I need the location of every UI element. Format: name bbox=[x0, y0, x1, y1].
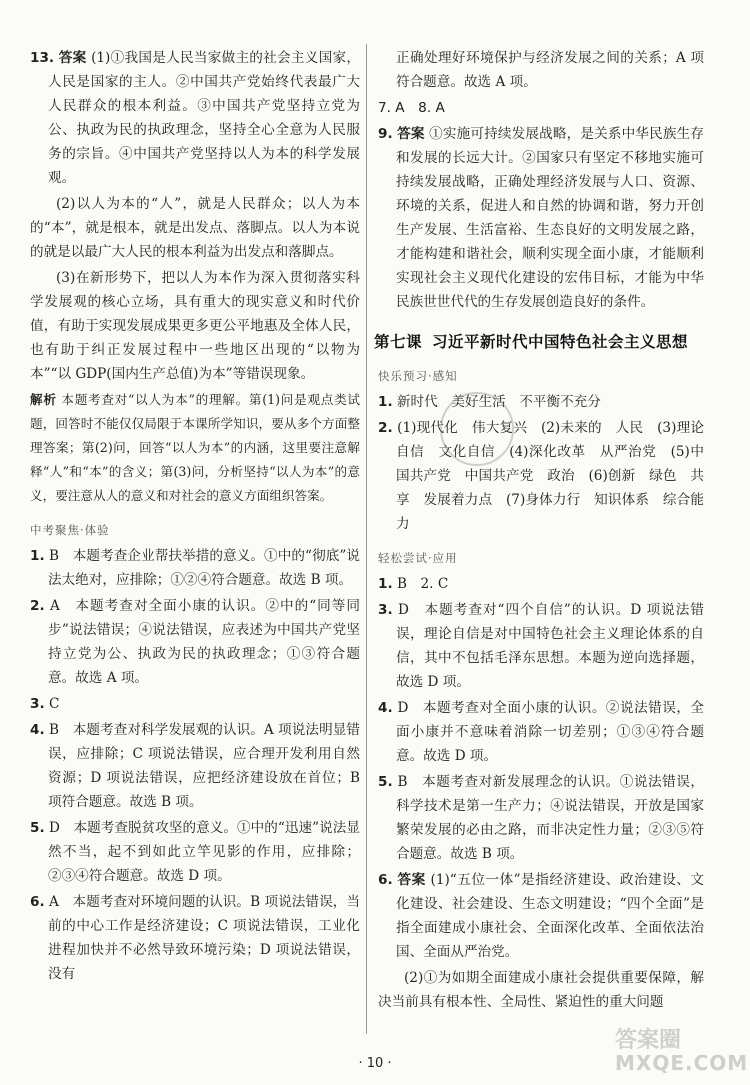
left-column bbox=[30, 46, 360, 988]
item-number: 5. bbox=[30, 820, 45, 836]
item-number: 1. bbox=[30, 548, 45, 564]
item-number: 3. bbox=[378, 602, 393, 618]
section-heading-zhongkao: 中考聚焦·体验 bbox=[30, 523, 110, 537]
question-number: 6. bbox=[378, 872, 393, 888]
answer-label: 答案 bbox=[397, 126, 425, 142]
list-item bbox=[30, 890, 360, 986]
list-item bbox=[30, 692, 360, 716]
item-text: D 本题考查对全面小康的认识。②说法错误，全面小康并不意味着消除一切差别；①③④符合题意。故选 D 项。 bbox=[396, 700, 704, 764]
list-item bbox=[378, 598, 704, 694]
answer-13 bbox=[30, 46, 360, 190]
answer-13-part3: (3)在新形势下，把以人为本作为深入贯彻落实科学发展观的核心立场，具有重大的现实意义和时代价值，有助于实现发展成果更多更公平地惠及全体人民，也有助于纠正发展过程中一些地区出现的“以物为本”“以 GDP(国内生产总值)为本”等错误现象。 bbox=[30, 270, 360, 382]
item-number: 2. bbox=[30, 598, 45, 614]
item-text: D 本题考查脱贫攻坚的意义。①中的“迅速”说法显然不当，起不到如此立竿见影的作用，应排除；②③④符合题意。故选 D 项。 bbox=[48, 820, 360, 884]
item-text: B 2. C bbox=[396, 576, 449, 592]
item-text: A 本题考查对全面小康的认识。②中的“同等同步”说法错误；④说法错误，应表述为中国共产党坚持立党为公、执政为民的执政理念；①③符合题意。故选 A 项。 bbox=[48, 598, 360, 686]
item-text: 新时代 美好生活 不平衡不充分 bbox=[396, 394, 601, 410]
item-text: C bbox=[48, 696, 60, 712]
page-number: · 10 · bbox=[358, 1056, 392, 1071]
list-item bbox=[30, 594, 360, 690]
lesson-number: 第七课 bbox=[374, 333, 423, 351]
question-number: 9. bbox=[378, 126, 393, 142]
watermark-line1: 答案圈 bbox=[615, 1028, 682, 1053]
answer-6 bbox=[378, 868, 704, 964]
watermark-line2: MXQE.COM bbox=[615, 1051, 749, 1075]
item-number: 6. bbox=[30, 894, 45, 910]
item-text: B 本题考查对新发展理念的认识。①说法错误，科学技术是第一生产力；④说法错误，开放是国家繁荣发展的必由之路，而非决定性力量；②③⑤符合题意。故选 B 项。 bbox=[396, 774, 704, 862]
list-item bbox=[378, 416, 704, 536]
item-text: A 本题考查对环境问题的认识。B 项说法错误，当前的中心工作是经济建设；C 项说法错误，工业化进程加快并不必然导致环境污染；D 项说法错误，没有 bbox=[48, 894, 360, 982]
question-number: 13. bbox=[30, 50, 55, 66]
section-heading-try: 轻松尝试·应用 bbox=[378, 551, 458, 565]
list-item bbox=[30, 544, 360, 592]
answer-6-part2: (2)①为如期全面建成小康社会提供重要保障，解决当前具有根本性、全局性、紧迫性的重大问题 bbox=[378, 970, 704, 1010]
item-number: 4. bbox=[378, 700, 393, 716]
answer-label: 答案 bbox=[397, 872, 426, 888]
list-item bbox=[378, 770, 704, 866]
list-item bbox=[378, 696, 704, 768]
answer-text: (1)①我国是人民当家做主的社会主义国家，人民是国家的主人。②中国共产党始终代表最广大人民群众的根本利益。③中国共产党坚持立党为公、执政为民的执政理念，坚持全心全意为人民服务的宗旨。④中国共产党坚持以人为本的科学发展观。 bbox=[48, 50, 361, 186]
lesson-title bbox=[374, 330, 704, 354]
right-column bbox=[374, 46, 705, 1016]
item-text: B 本题考查企业帮扶举措的意义。①中的“彻底”说法太绝对，应排除；①②④符合题意。故选 B 项。 bbox=[48, 548, 361, 588]
analysis-text: 本题考查对“以人为本”的理解。第(1)问是观点类试题，回答时不能仅仅局限于本课所学知识，要从多个方面整理答案；第(2)问，回答“以人为本”的内涵，这里要注意解释“人”和“本”的含义；第(3)问，分析坚持“以人为本”的意义，要注意从人的意义和对社会的意义方面组织答案。 bbox=[30, 392, 361, 503]
list-item bbox=[30, 816, 360, 888]
answer-text: ①实施可持续发展战略，是关系中华民族生存和发展的长远大计。②国家只有坚定不移地实施可持续发展战略，正确处理经济发展与人口、资源、环境的关系，促进人和自然的协调和谐，努力开创生产发展、生活富裕、生态良好的文明发展之路，才能构建和谐社会，顺利实现全面小康，才能顺利实现社会主义现代化建设的宏伟目标，才能为中华民族世世代代的生存发展创造良好的条件。 bbox=[396, 126, 705, 310]
list-item bbox=[30, 718, 360, 814]
watermark-logo bbox=[615, 1030, 748, 1074]
item-number: 5. bbox=[378, 774, 393, 790]
item-text: (1)现代化 伟大复兴 (2)未来的 人民 (3)理论自信 文化自信 (4)深化改革 从严治党 (5)中国共产党 中国共产党 政治 (6)创新 绿色 共享 发展着力点 (7)身体力行 知识体系 综合能力 bbox=[396, 420, 704, 532]
section-heading-preview: 快乐预习·感知 bbox=[378, 369, 458, 383]
item-text: B 本题考查对科学发展观的认识。A 项说法明显错误，应排除；C 项说法错误，应合理开发利用自然资源；D 项说法错误，应把经济建设放在首位；B 项符合题意。故选 B 项。 bbox=[48, 722, 360, 810]
analysis-13 bbox=[30, 388, 360, 508]
list-item bbox=[378, 572, 704, 596]
item-number: 3. bbox=[30, 696, 45, 712]
item-number: 2. bbox=[378, 420, 393, 436]
item-number: 4. bbox=[30, 722, 45, 738]
answer-9 bbox=[378, 122, 704, 314]
lesson-name: 习近平新时代中国特色社会主义思想 bbox=[432, 333, 689, 351]
column-divider bbox=[366, 44, 367, 1034]
list-item bbox=[378, 390, 704, 414]
answer-text: (1)“五位一体”是指经济建设、政治建设、文化建设、社会建设、生态文明建设；“四个全面”是指全面建成小康社会、全面深化改革、全面依法治国、全面从严治党。 bbox=[396, 872, 705, 960]
item-number: 1. bbox=[378, 576, 393, 592]
item-number: 1. bbox=[378, 394, 393, 410]
stamp-mark bbox=[440, 392, 514, 466]
continued-answer: 正确处理好环境保护与经济发展之间的关系；A 项符合题意。故选 A 项。 bbox=[396, 50, 704, 90]
answer-label: 答案 bbox=[58, 50, 87, 66]
analysis-label: 解析 bbox=[30, 392, 57, 407]
answers-7-8: 7. A 8. A bbox=[378, 100, 445, 116]
item-text: D 本题考查对“四个自信”的认识。D 项说法错误，理论自信是对中国特色社会主义理论体系的自信，其中不包括毛泽东思想。本题为逆向选择题，故选 D 项。 bbox=[396, 602, 704, 690]
answer-13-part2: (2)以人为本的“人”，就是人民群众；以人为本的“本”，就是根本，就是出发点、落脚点。以人为本说的就是以最广大人民的根本利益为出发点和落脚点。 bbox=[30, 196, 360, 260]
